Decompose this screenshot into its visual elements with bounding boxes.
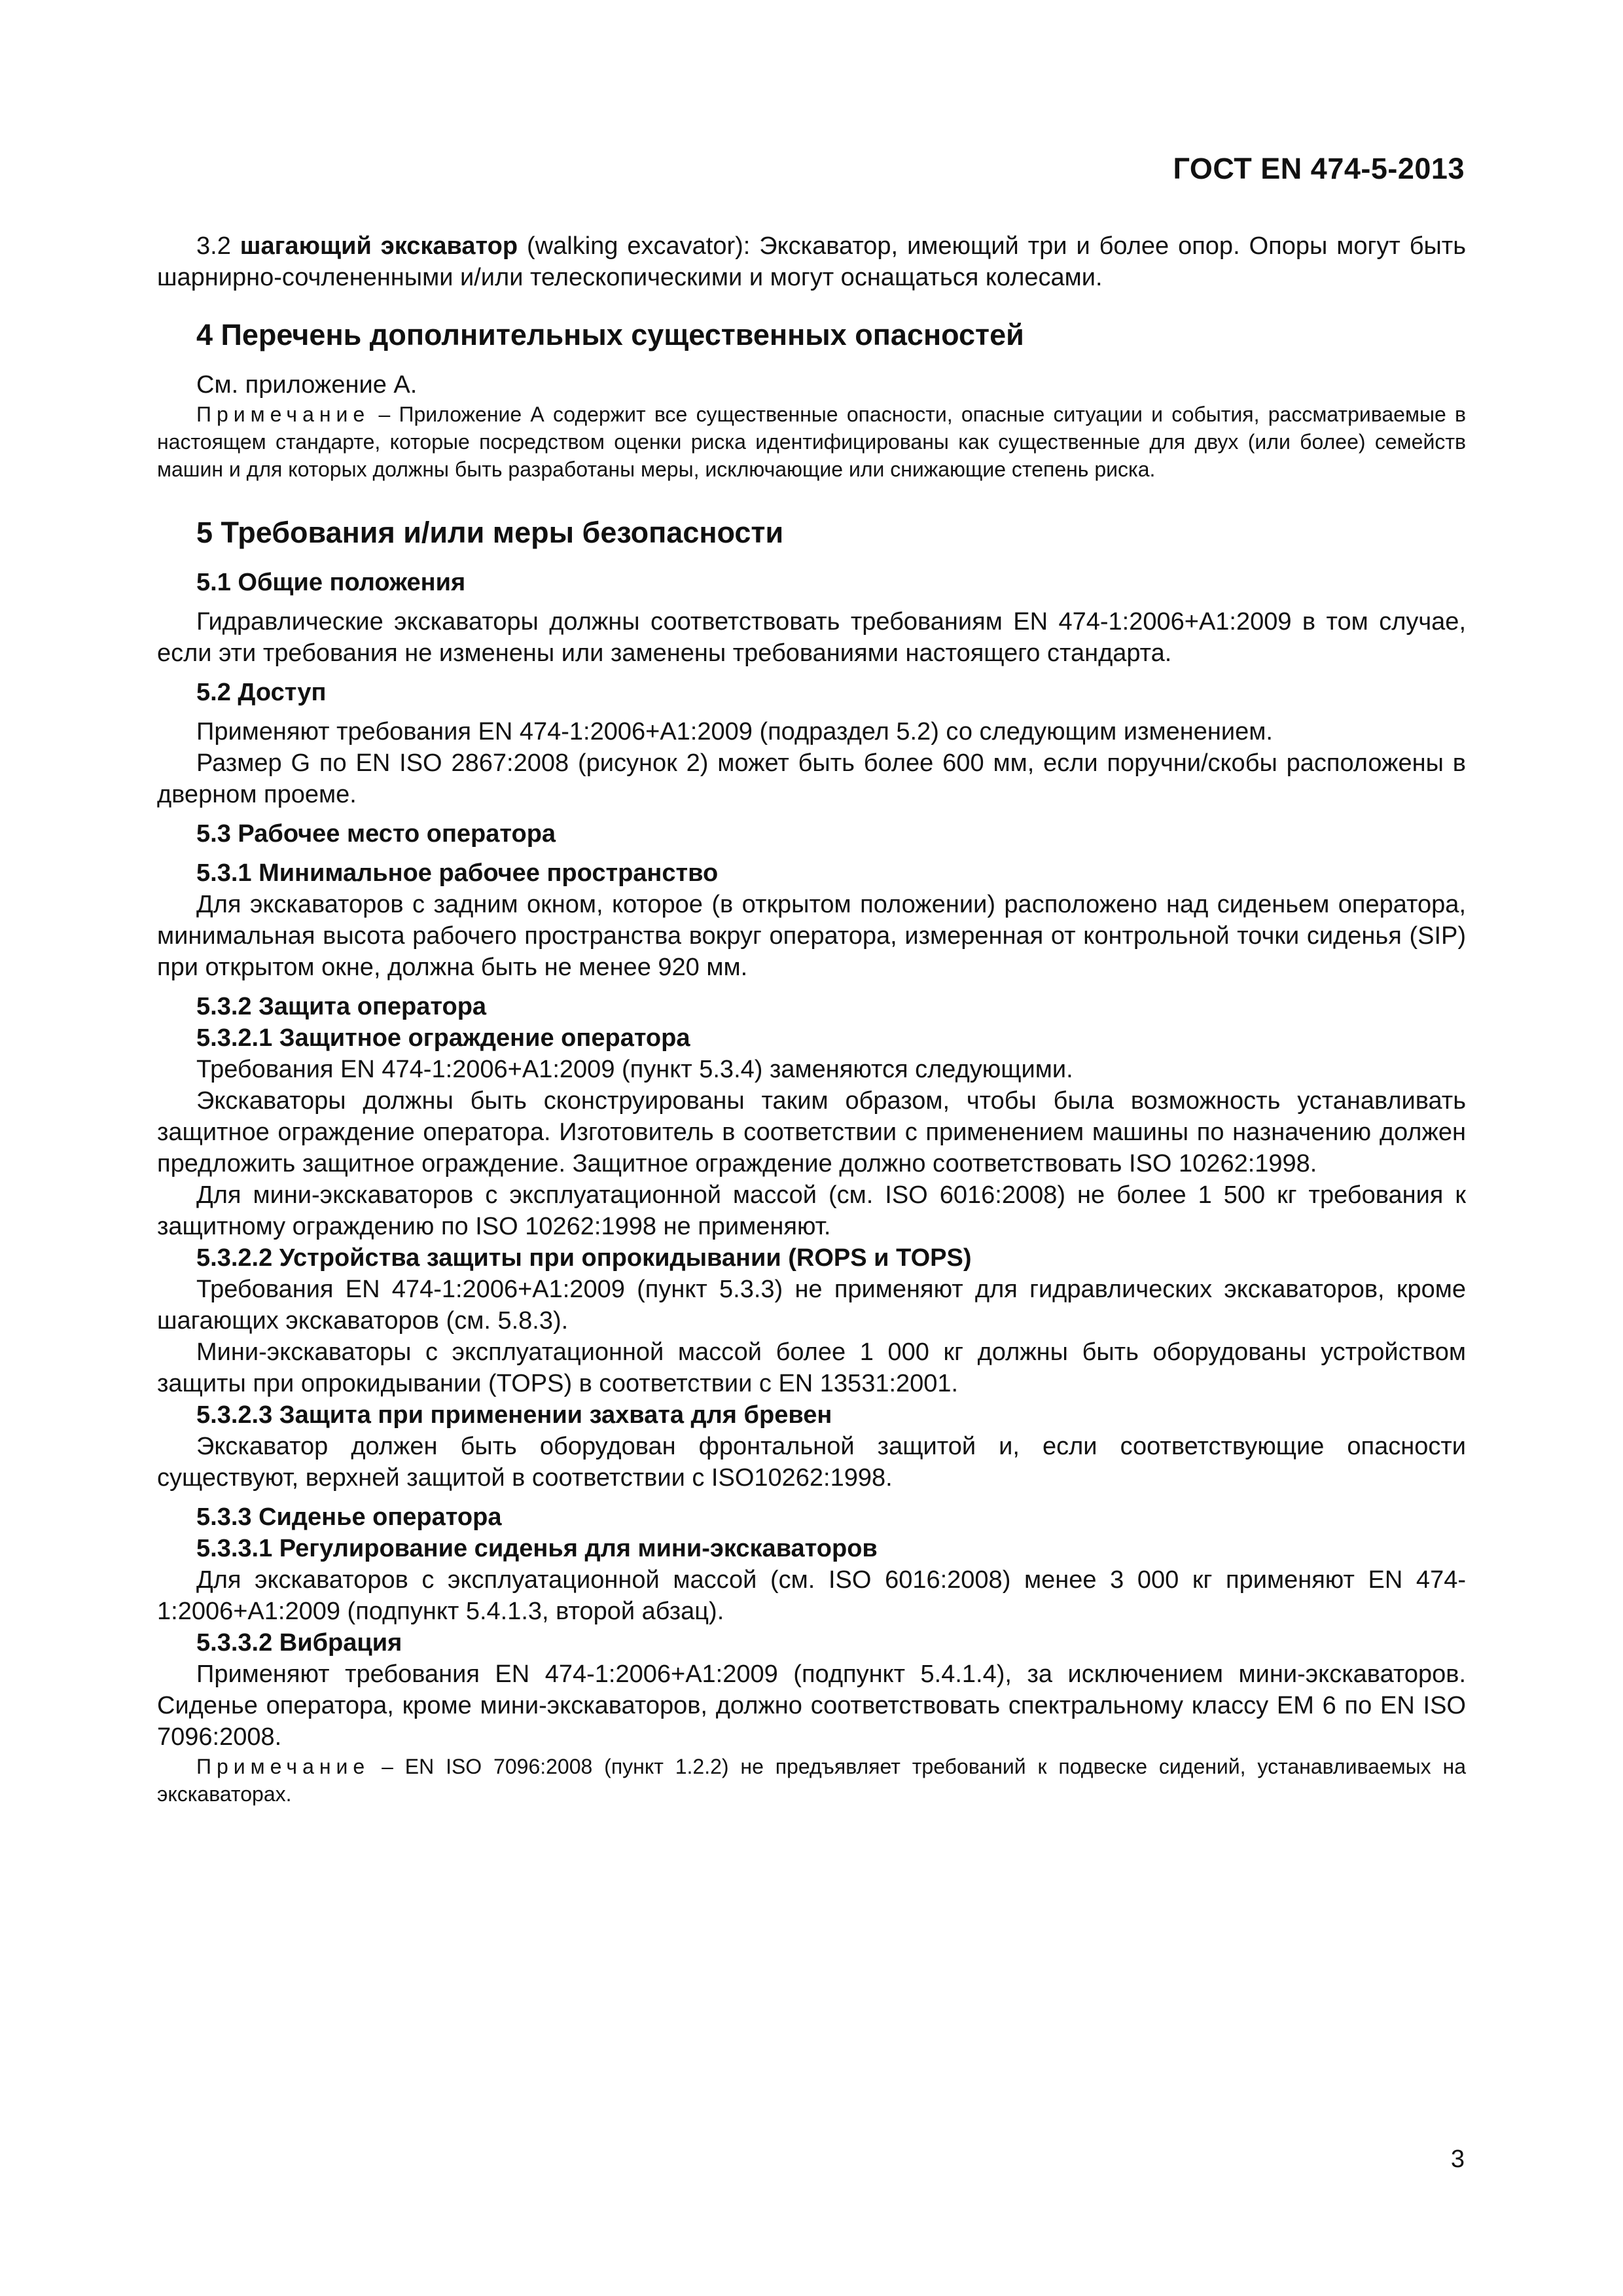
section-5-3-2-1-paragraph: Для мини-экскаваторов с эксплуатационной массой (см. ISO 6016:2008) не более 1 500 кг требования к защитному ограждению по ISO 10262:1998 не применяют. bbox=[157, 1181, 1466, 1240]
section-5-3-2-1-paragraph: Требования EN 474-1:2006+A1:2009 (пункт 5.3.4) заменяются следующими. bbox=[196, 1056, 1073, 1083]
section-5-3-3-1-title: 5.3.3.1 Регулирование сиденья для мини-экскаваторов bbox=[196, 1535, 878, 1562]
section-5-3-2-3-title: 5.3.2.3 Защита при применении захвата для бревен bbox=[196, 1401, 832, 1429]
definition-3-2 bbox=[157, 230, 1466, 293]
section-5-3-2-2-title: 5.3.2.2 Устройства защиты при опрокидывании (ROPS и TOPS) bbox=[196, 1244, 972, 1272]
section-5-1-title: 5.1 Общие положения bbox=[196, 569, 466, 596]
section-5-2-title: 5.2 Доступ bbox=[196, 679, 327, 706]
section-5-1-text: Гидравлические экскаваторы должны соответствовать требованиям EN 474-1:2006+A1:2009 в том случае, если эти требования не изменены или заменены требованиями настоящего стандарта. bbox=[157, 608, 1466, 667]
section-5-3-3-2-paragraph: Применяют требования EN 474-1:2006+A1:2009 (подпункт 5.4.1.4), за исключением мини-экскаваторов. Сиденье оператора, кроме мини-экскаваторов, должно соответствовать спектральному классу ЕМ 6 по EN ISO 7096:2008. bbox=[157, 1660, 1466, 1751]
note-text: – EN ISO 7096:2008 (пункт 1.2.2) не предъявляет требований к подвеске сидений, устанавливаемых на экскаваторах. bbox=[157, 1755, 1467, 1806]
section-5-3-2-1-paragraph: Экскаваторы должны быть сконструированы таким образом, чтобы была возможность устанавливать защитное ограждение оператора. Изготовитель в соответствии с применением машины по назначению должен предложить защитное ограждение. Защитное ограждение должно соответствовать ISO 10262:1998. bbox=[157, 1087, 1466, 1177]
section-5-3-2-2-paragraph: Требования EN 474-1:2006+A1:2009 (пункт 5.3.3) не применяют для гидравлических экскаваторов, кроме шагающих экскаваторов (см. 5.8.3). bbox=[157, 1276, 1466, 1335]
page-number: 3 bbox=[1450, 2145, 1465, 2173]
section-5-3-2-2-paragraph: Мини-экскаваторы с эксплуатационной массой более 1 000 кг должны быть оборудованы устройством защиты при опрокидывании (TOPS) в соответствии с EN 13531:2001. bbox=[157, 1338, 1466, 1397]
section-5-3-2-1-title: 5.3.2.1 Защитное ограждение оператора bbox=[196, 1024, 690, 1052]
document-body bbox=[157, 230, 1466, 1808]
section-5-3-title: 5.3 Рабочее место оператора bbox=[196, 820, 556, 848]
section-5-title: 5 Требования и/или меры безопасности bbox=[196, 516, 784, 549]
section-5-2-paragraph: Применяют требования EN 474-1:2006+A1:2009 (подраздел 5.2) со следующим изменением. bbox=[196, 718, 1273, 745]
section-4-note bbox=[157, 401, 1466, 483]
section-5-3-1-text: Для экскаваторов с задним окном, которое (в открытом положении) расположено над сиденьем оператора, минимальная высота рабочего пространства вокруг оператора, измеренная от контрольной точки сиденья (SIP) при открытом окне, должна быть не менее 920 мм. bbox=[157, 891, 1466, 981]
section-4-title: 4 Перечень дополнительных существенных опасностей bbox=[196, 318, 1024, 351]
note-label: Примечание bbox=[196, 403, 370, 426]
note-text: – Приложение А содержит все существенные опасности, опасные ситуации и события, рассматриваемые в настоящем стандарте, которые посредством оценки риска идентифицированы как существенные для двух (или более) семейств машин и для которых должны быть разработаны меры, исключающие или снижающие степень риска. bbox=[157, 403, 1467, 481]
definition-term: шагающий экскаватор bbox=[240, 232, 518, 260]
definition-text: (walking excavator): Экскаватор, имеющий три и более опор. Опоры могут быть шарнирно-сочлененными и/или телескопическими и могут оснащаться колесами. bbox=[157, 232, 1467, 291]
section-5-3-3-1-paragraph: Для экскаваторов с эксплуатационной массой (см. ISO 6016:2008) менее 3 000 кг применяют EN 474-1:2006+A1:2009 (подпункт 5.4.1.3, второй абзац). bbox=[157, 1566, 1466, 1625]
section-5-note bbox=[157, 1753, 1466, 1808]
section-4-text: См. приложение А. bbox=[196, 371, 418, 399]
section-5-3-2-title: 5.3.2 Защита оператора bbox=[196, 993, 487, 1020]
section-5-3-1-title: 5.3.1 Минимальное рабочее пространство bbox=[196, 859, 719, 887]
section-5-3-3-2-title: 5.3.3.2 Вибрация bbox=[196, 1629, 402, 1657]
note-label: Примечание bbox=[196, 1755, 370, 1778]
section-5-3-3-title: 5.3.3 Сиденье оператора bbox=[196, 1503, 502, 1531]
document-code: ГОСТ EN 474-5-2013 bbox=[1173, 152, 1465, 185]
definition-number: 3.2 bbox=[196, 232, 231, 260]
section-5-2-paragraph: Размер G по EN ISO 2867:2008 (рисунок 2) может быть более 600 мм, если поручни/скобы расположены в дверном проеме. bbox=[157, 749, 1466, 808]
section-5-3-2-3-paragraph: Экскаватор должен быть оборудован фронтальной защитой и, если соответствующие опасности существуют, верхней защитой в соответствии с ISO10262:1998. bbox=[157, 1433, 1466, 1492]
